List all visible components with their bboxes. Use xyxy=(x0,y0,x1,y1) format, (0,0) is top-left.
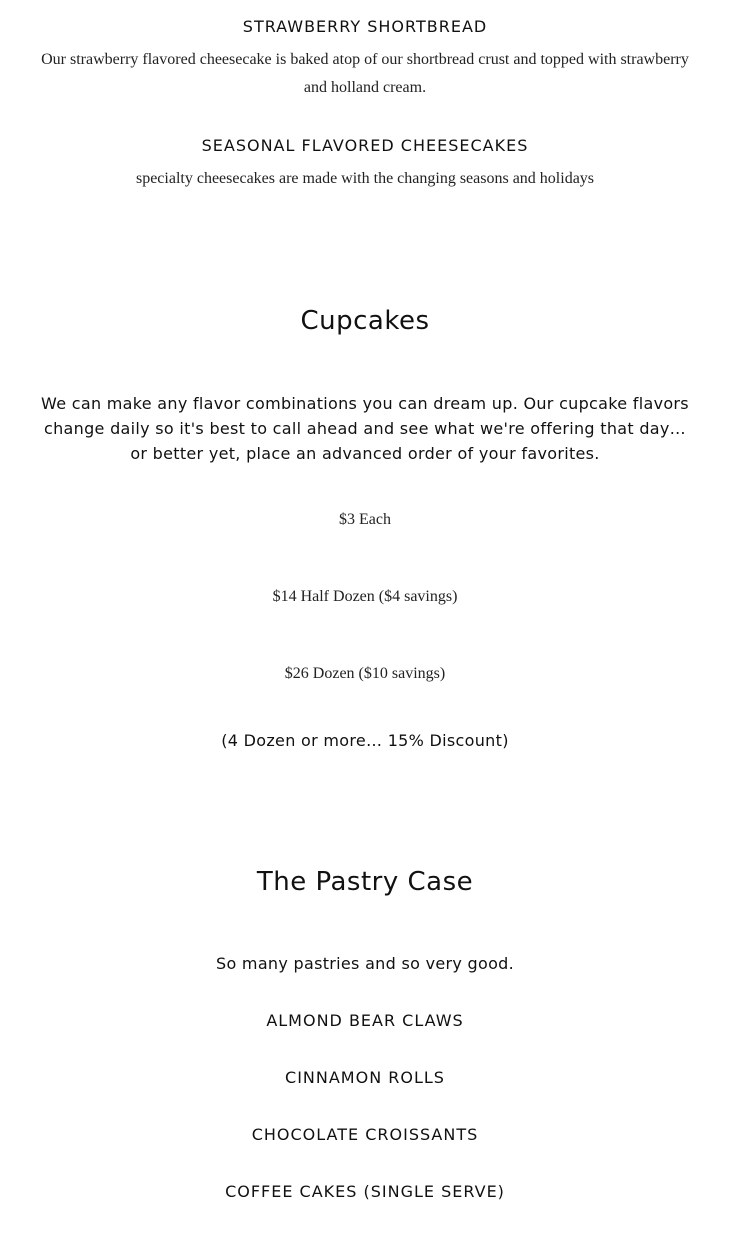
item-description: specialty cheesecakes are made with the changing seasons and holidays xyxy=(135,170,595,187)
discount-note: (4 Dozen or more… 15% Discount) xyxy=(221,731,509,750)
pastry-item: ALMOND BEAR CLAWS xyxy=(266,1011,464,1030)
pastry-item: CINNAMON ROLLS xyxy=(285,1068,445,1087)
price-dozen: $26 Dozen ($10 savings) xyxy=(284,665,446,682)
section-intro: So many pastries and so very good. xyxy=(216,954,514,973)
item-title: SEASONAL FLAVORED CHEESECAKES xyxy=(201,136,529,155)
item-title: STRAWBERRY SHORTBREAD xyxy=(242,17,488,36)
price-each: $3 Each xyxy=(339,511,391,528)
pastry-item: COFFEE CAKES (SINGLE SERVE) xyxy=(225,1182,505,1201)
section-title: Cupcakes xyxy=(300,306,430,336)
price-half-dozen: $14 Half Dozen ($4 savings) xyxy=(272,588,458,605)
pastry-item: CHOCOLATE CROISSANTS xyxy=(251,1125,479,1144)
item-description: Our strawberry flavored cheesecake is baked atop of our shortbread crust and topped with strawberry and holland cream. xyxy=(41,51,689,96)
section-intro: We can make any flavor combinations you can dream up. Our cupcake flavors change daily so it's best to call ahead and see what we're offering that day… or better yet, place an advanced order of your favorites. xyxy=(41,394,689,463)
section-title: The Pastry Case xyxy=(256,867,474,897)
